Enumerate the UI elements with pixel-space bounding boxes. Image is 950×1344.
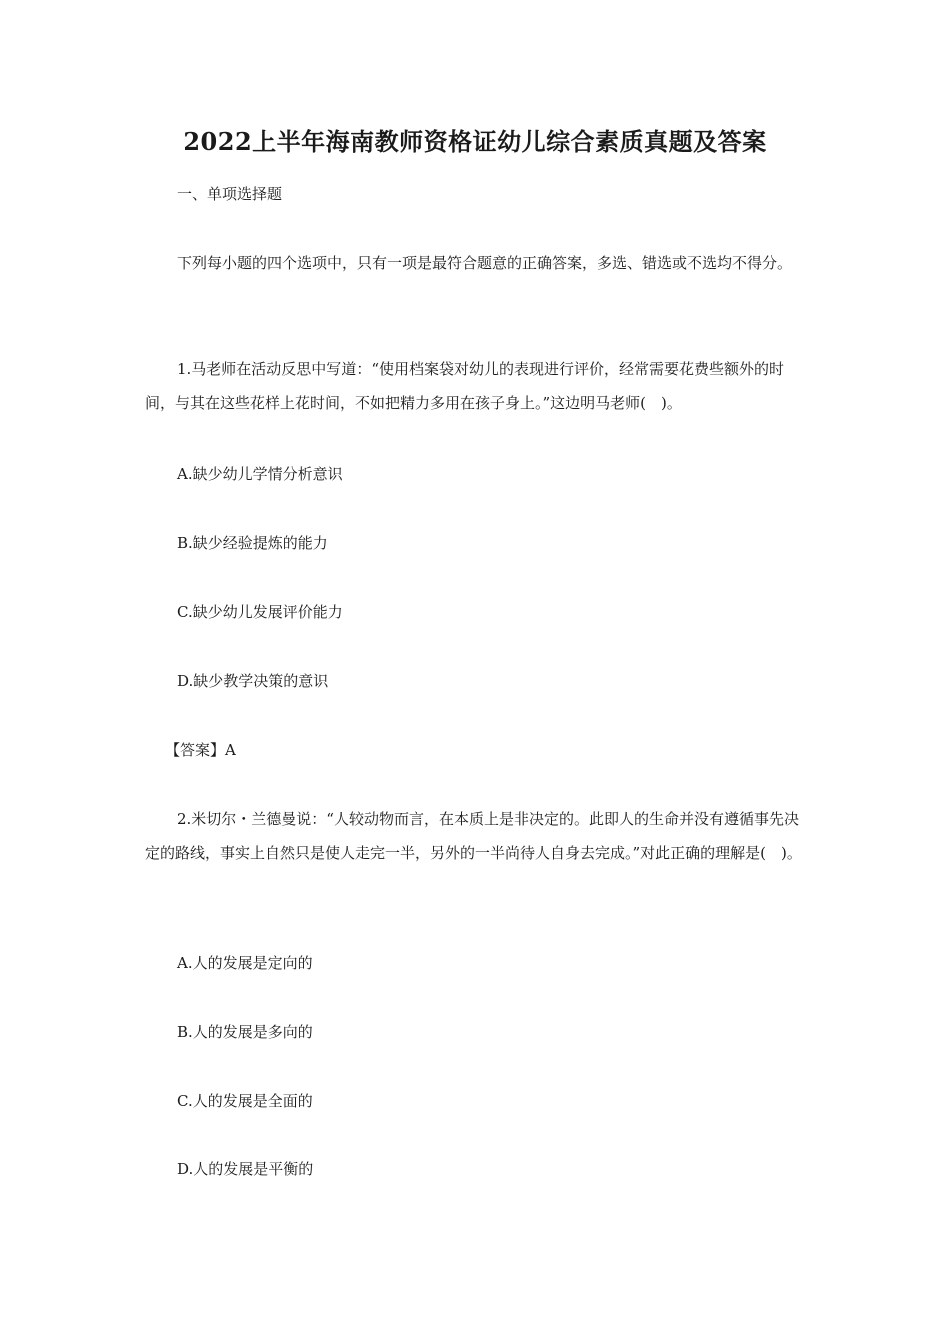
question-2-stem: 2.米切尔・兰德曼说：“人较动物而言，在本质上是非决定的。此即人的生命并没有遵循事先决定的路线，事实上自然只是使人走完一半，另外的一半尚待人自身去完成。”对此正确的理解是( )。 xyxy=(145,810,802,862)
question-1-option-a: A.缺少幼儿学情分析意识 xyxy=(177,465,343,483)
question-1-answer: 【答案】A xyxy=(165,741,236,759)
question-1-option-c: C.缺少幼儿发展评价能力 xyxy=(177,603,343,621)
question-1-option-d: D.缺少教学决策的意识 xyxy=(177,672,329,690)
question-1-option-b: B.缺少经验提炼的能力 xyxy=(177,534,328,552)
question-1-stem: 1.马老师在活动反思中写道：“使用档案袋对幼儿的表现进行评价，经常需要花费些额外的时间，与其在这些花样上花时间，不如把精力多用在孩子身上。”这边明马老师( )。 xyxy=(145,360,784,412)
instructions-paragraph: 下列每小题的四个选项中，只有一项是最符合题意的正确答案，多选、错选或不选均不得分。 xyxy=(177,254,793,272)
question-2-option-a: A.人的发展是定向的 xyxy=(177,954,313,972)
question-2-option-b: B.人的发展是多向的 xyxy=(177,1023,313,1041)
section-heading: 一、单项选择题 xyxy=(177,185,283,203)
question-2-option-c: C.人的发展是全面的 xyxy=(177,1092,313,1110)
question-2-option-d: D.人的发展是平衡的 xyxy=(177,1160,314,1178)
page-title: 2022上半年海南教师资格证幼儿综合素质真题及答案 xyxy=(183,127,767,156)
